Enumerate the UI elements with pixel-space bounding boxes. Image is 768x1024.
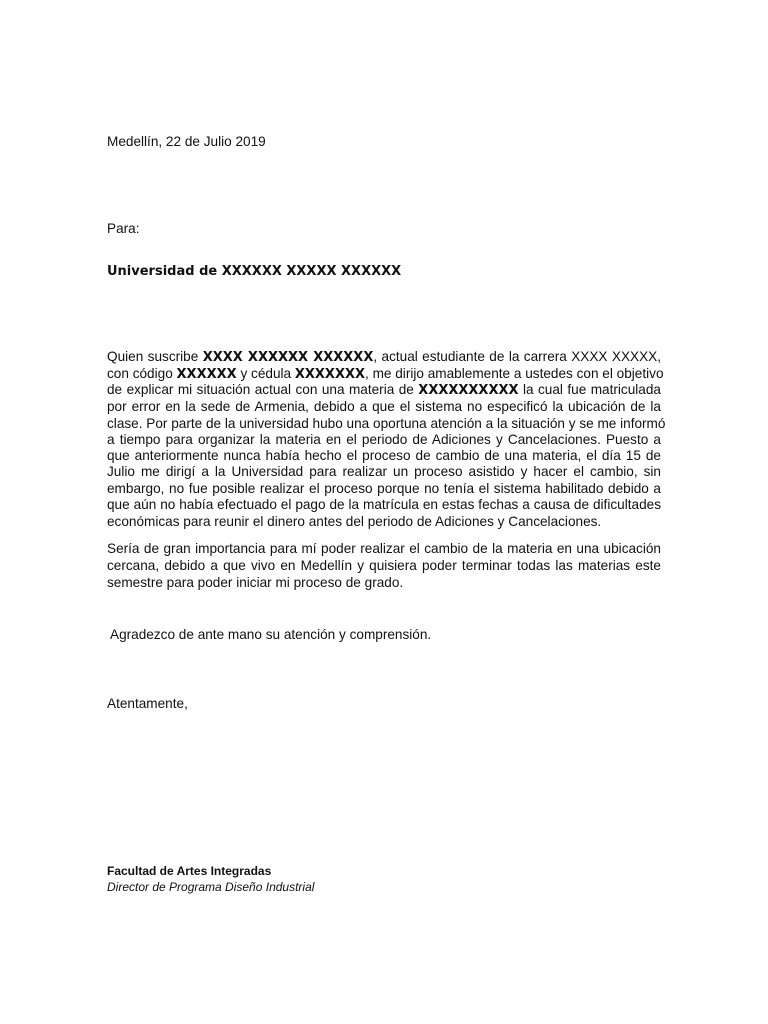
body1-line-4: por error en la sede de Armenia, debido a que el sistema no especificó la ubicación de la: [107, 399, 661, 414]
body1-line-5: clase. Por parte de la universidad hubo una oportuna atención a la situación y se me informó: [107, 416, 666, 431]
closing: Atentamente,: [107, 696, 188, 711]
letter-date: Medellín, 22 de Julio 2019: [107, 134, 266, 149]
body1-line-9: embargo, no fue posible realizar el proceso porque no tenía el sistema habilitado debido a: [107, 481, 661, 496]
body2-line-1: Sería de gran importancia para mí poder realizar el cambio de la materia en una ubicación: [107, 541, 661, 556]
signature-name: Facultad de Artes Integradas: [107, 864, 272, 878]
body1-line-2: con código XXXXXX y cédula XXXXXXX, me dirijo amablemente a ustedes con el objetivo: [107, 366, 664, 382]
recipient: [107, 263, 401, 279]
student-code: XXXXXX: [176, 367, 237, 382]
signature-role: Director de Programa Diseño Industrial: [107, 880, 315, 894]
body1-line-1: Quien suscribe XXXX XXXXXX XXXXXX, actual estudiante de la carrera XXXX XXXXX,: [107, 349, 662, 365]
body2-line-3: semestre para poder iniciar mi proceso de grado.: [107, 575, 404, 590]
body1-line-11: económicas para reunir el dinero antes del periodo de Adiciones y Cancelaciones.: [107, 514, 602, 529]
body1-line-10: que aún no había efectuado el pago de la matrícula en estas fechas a causa de dificultades: [107, 497, 661, 512]
recipient-name: Universidad de XXXXXX XXXXX XXXXXX: [107, 264, 402, 279]
body1-line-7: que anteriormente nunca había hecho el proceso de cambio de una materia, el día 15 de: [107, 448, 661, 463]
student-id: XXXXXXX: [294, 367, 366, 382]
body1-line-3: de explicar mi situación actual con una materia de XXXXXXXXXX la cual fue matriculada: [107, 382, 661, 398]
to-label: Para:: [107, 221, 140, 236]
thanks-line: Agradezco de ante mano su atención y comprensión.: [107, 627, 432, 642]
body1-line-6: a tiempo para organizar la materia en el periodo de Adiciones y Cancelaciones. Puesto a: [107, 432, 661, 447]
student-name: XXXX XXXXXX XXXXXX: [202, 350, 374, 365]
subject-name: XXXXXXXXXX: [418, 383, 519, 398]
body2-line-2: cercana, debido a que vivo en Medellín y quisiera poder terminar todas las materias este: [107, 558, 661, 573]
body1-line-8: Julio me dirigí a la Universidad para realizar un proceso asistido y hacer el cambio, sin: [107, 464, 661, 479]
